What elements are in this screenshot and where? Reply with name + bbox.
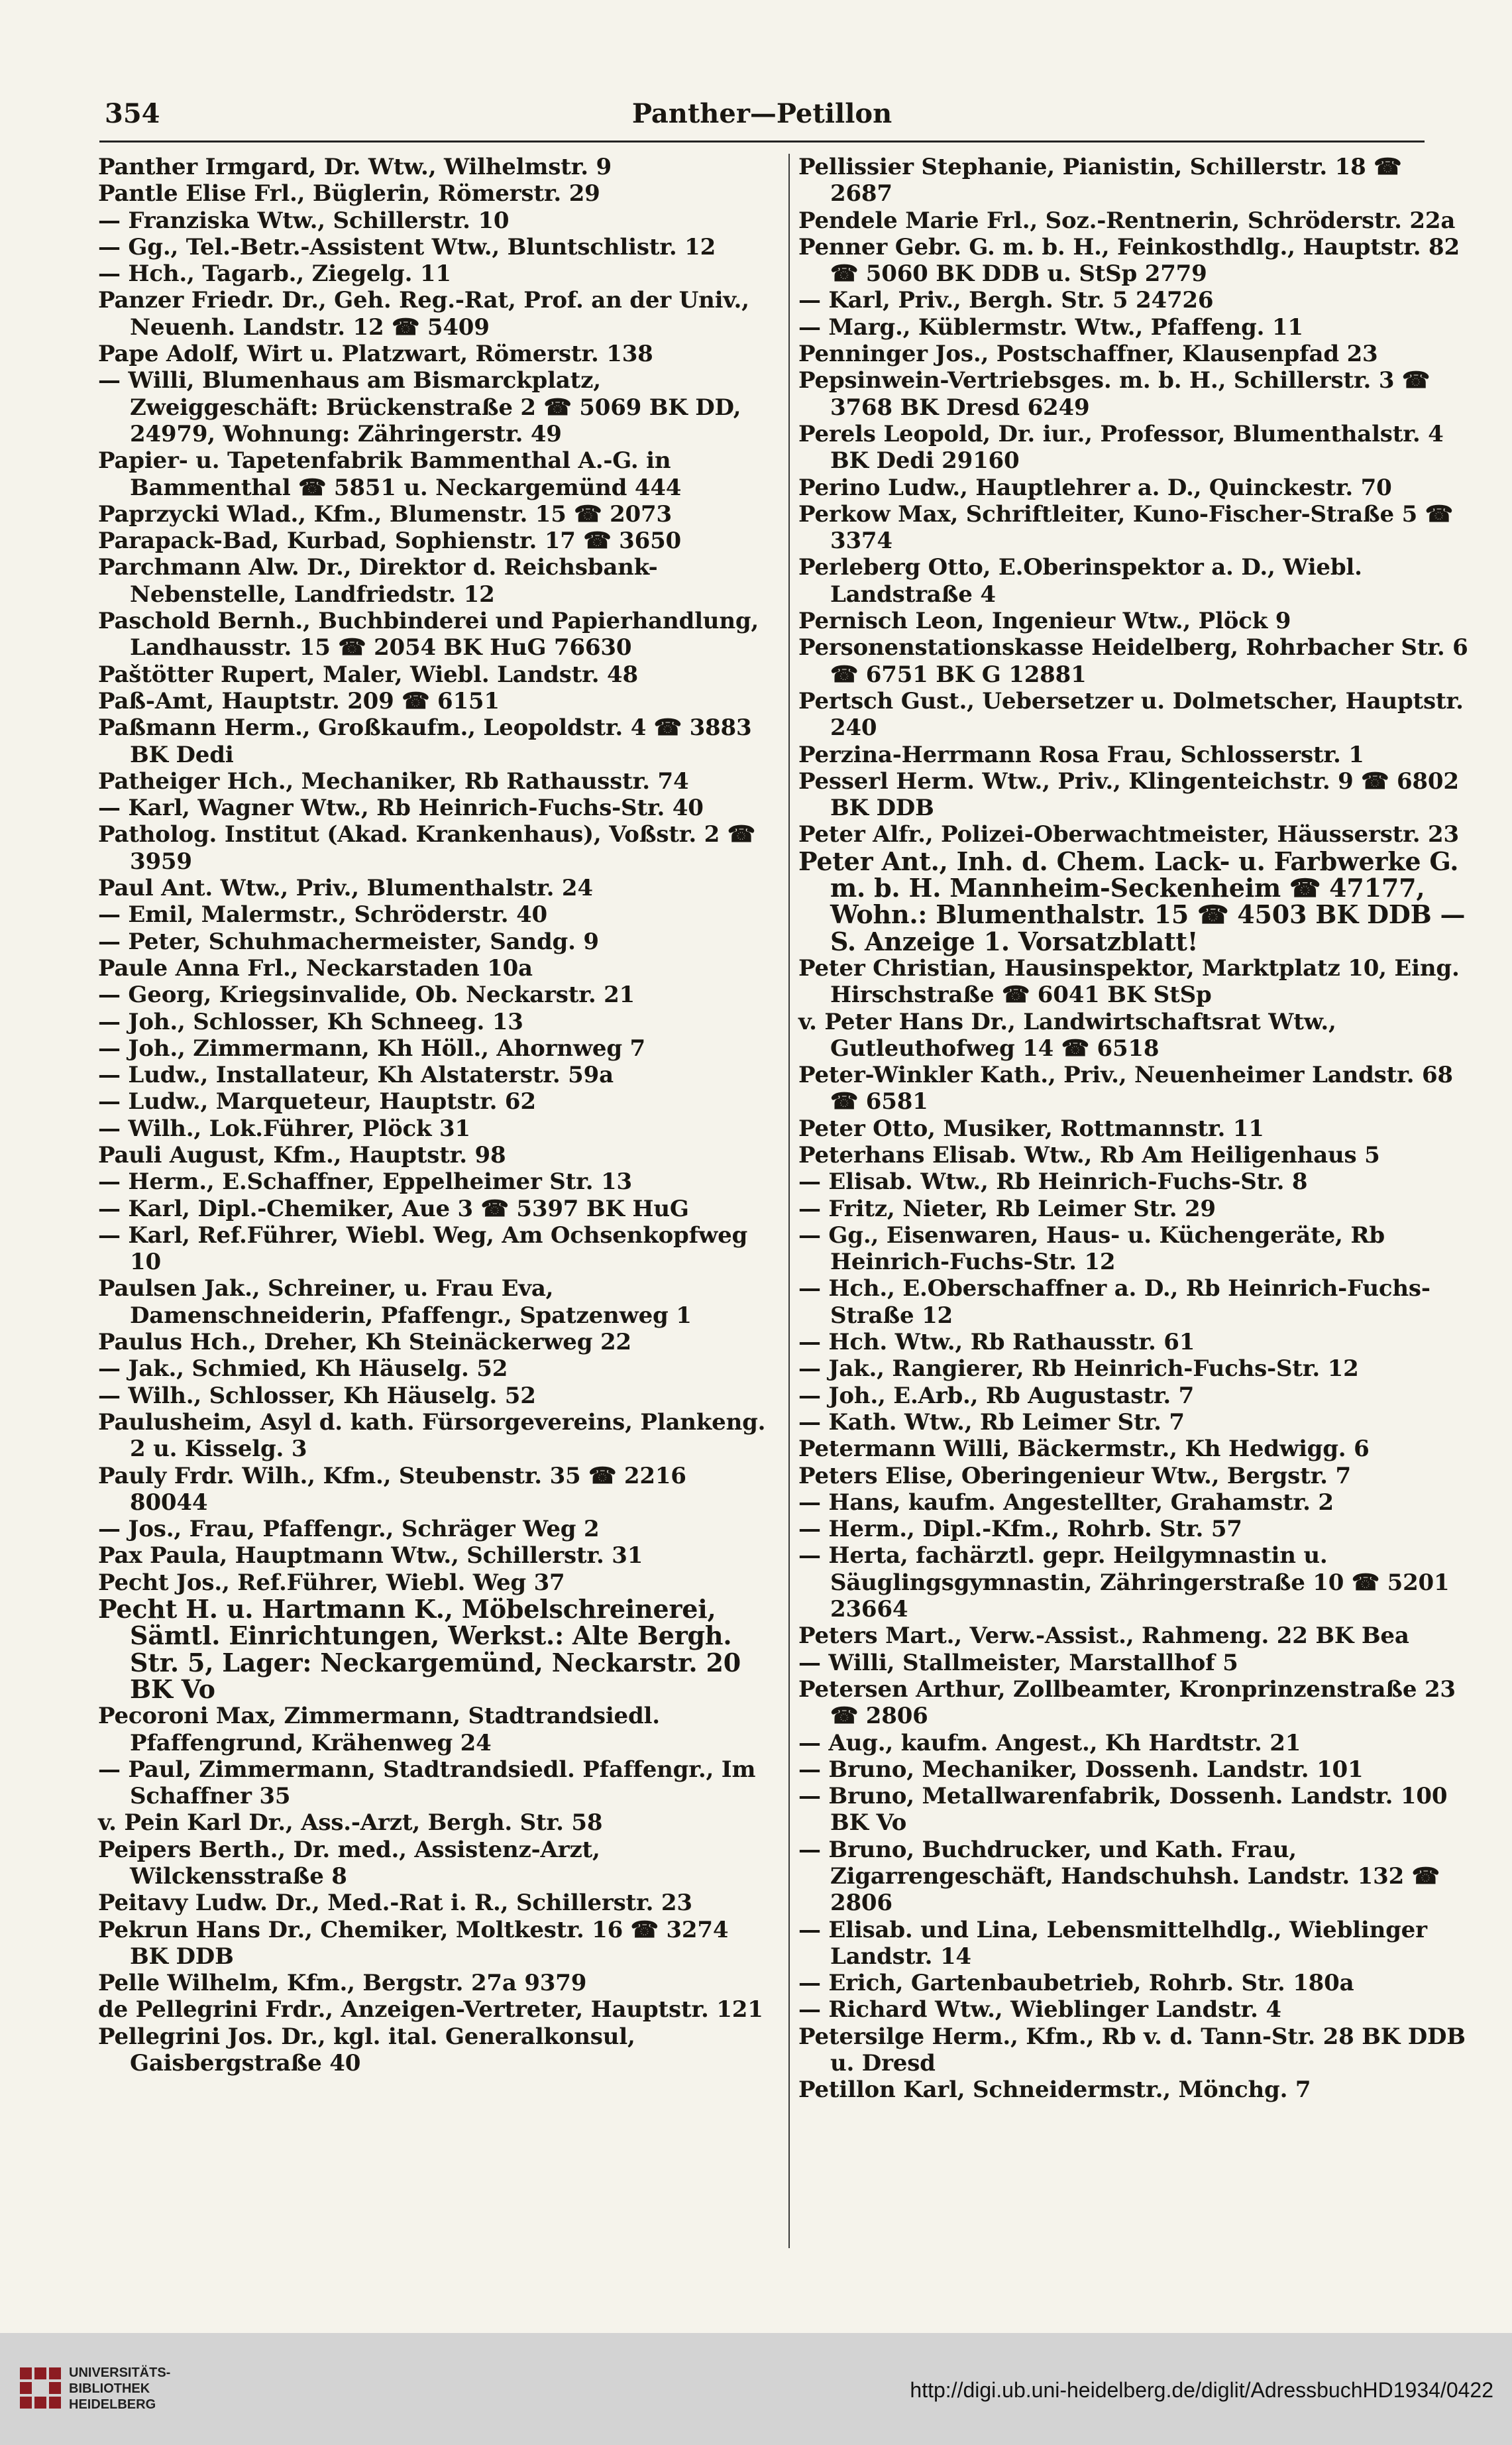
directory-entry: — Gg., Tel.-Betr.-Assistent Wtw., Bluntschlistr. 12: [98, 233, 716, 260]
directory-entry: — Emil, Malermstr., Schröderstr. 40: [98, 901, 547, 929]
directory-entry: — Karl, Dipl.-Chemiker, Aue 3 ☎ 5397 BK HuG: [98, 1195, 689, 1222]
directory-entry: Pertsch Gust., Uebersetzer u. Dolmetscher, Hauptstr. 240: [798, 687, 1464, 742]
directory-entry: Parapack-Bad, Kurbad, Sophienstr. 17 ☎ 3650: [98, 528, 681, 555]
directory-entry: Peter Otto, Musiker, Rottmannstr. 11: [798, 1115, 1264, 1142]
directory-entry: — Joh., Schlosser, Kh Schneeg. 13: [98, 1008, 523, 1035]
directory-entry: — Ludw., Marqueteur, Hauptstr. 62: [98, 1088, 536, 1115]
directory-entry: — Karl, Priv., Bergh. Str. 5 24726: [798, 287, 1214, 314]
directory-entry: Paulusheim, Asyl d. kath. Fürsorgevereins, Plankeng. 2 u. Kisselg. 3: [98, 1408, 766, 1463]
directory-entry: — Bruno, Metallwarenfabrik, Dossenh. Landstr. 100 BK Vo: [798, 1783, 1448, 1837]
university-library-logo-icon: [20, 2367, 61, 2409]
directory-entry: — Jak., Rangierer, Rb Heinrich-Fuchs-Str. 12: [798, 1355, 1359, 1383]
directory-entry: — Hch. Wtw., Rb Rathausstr. 61: [798, 1329, 1195, 1356]
directory-entry: Papier- u. Tapetenfabrik Bammenthal A.-G. in Bammenthal ☎ 5851 u. Neckargemünd 444: [98, 447, 682, 501]
source-url-link[interactable]: http://digi.ub.uni-heidelberg.de/diglit/AdressbuchHD1934/0422: [910, 2378, 1493, 2402]
directory-entry: Peitavy Ludw. Dr., Med.-Rat i. R., Schillerstr. 23: [98, 1890, 692, 1917]
directory-entry: — Aug., kaufm. Angest., Kh Hardtstr. 21: [798, 1729, 1301, 1756]
directory-entry: Paul Ant. Wtw., Priv., Blumenthalstr. 24: [98, 875, 593, 902]
directory-entry: — Peter, Schuhmachermeister, Sandg. 9: [98, 928, 599, 955]
directory-entry: — Kath. Wtw., Rb Leimer Str. 7: [798, 1408, 1185, 1436]
page-number: 354: [105, 98, 160, 129]
logo-line-3: HEIDELBERG: [69, 2397, 156, 2412]
directory-entry: Petersen Arthur, Zollbeamter, Kronprinzenstraße 23 ☎ 2806: [798, 1676, 1456, 1730]
directory-entry: v. Peter Hans Dr., Landwirtschaftsrat Wtw., Gutleuthofweg 14 ☎ 6518: [798, 1008, 1336, 1062]
page-header: [99, 98, 1425, 138]
directory-entry: — Joh., E.Arb., Rb Augustastr. 7: [798, 1382, 1195, 1409]
directory-entry: Pepsinwein-Vertriebsges. m. b. H., Schillerstr. 3 ☎ 3768 BK Dresd 6249: [798, 367, 1431, 421]
directory-entry: — Richard Wtw., Wieblinger Landstr. 4: [798, 1996, 1281, 2023]
directory-entry: — Jak., Schmied, Kh Häuselg. 52: [98, 1355, 508, 1383]
directory-entry: de Pellegrini Frdr., Anzeigen-Vertreter, Hauptstr. 121: [98, 1996, 763, 2023]
directory-entry: — Erich, Gartenbaubetrieb, Rohrb. Str. 180a: [798, 1970, 1354, 1997]
directory-entry: Paschold Bernh., Buchbinderei und Papierhandlung, Landhausstr. 15 ☎ 2054 BK HuG 76630: [98, 608, 759, 661]
directory-entry: — Herm., Dipl.-Kfm., Rohrb. Str. 57: [798, 1516, 1242, 1543]
library-logo-text: [69, 2365, 170, 2413]
directory-entry: Perleberg Otto, E.Oberinspektor a. D., Wiebl. Landstraße 4: [798, 554, 1362, 608]
directory-entry: Peters Elise, Oberingenieur Wtw., Bergstr. 7: [798, 1462, 1351, 1489]
directory-entry: Paulus Hch., Dreher, Kh Steinäckerweg 22: [98, 1329, 631, 1356]
directory-entry: Peipers Berth., Dr. med., Assistenz-Arzt, Wilckensstraße 8: [98, 1836, 600, 1890]
column-divider: [788, 154, 790, 2248]
logo-line-2: BIBLIOTHEK: [69, 2381, 150, 2396]
directory-entry: — Joh., Zimmermann, Kh Höll., Ahornweg 7: [98, 1035, 646, 1062]
directory-entry: Parchmann Alw. Dr., Direktor d. Reichsbank-Nebenstelle, Landfriedstr. 12: [98, 554, 658, 608]
directory-entry: Peter Alfr., Polizei-Oberwachtmeister, Häusserstr. 23: [798, 821, 1459, 848]
directory-entry: Perino Ludw., Hauptlehrer a. D., Quinckestr. 70: [798, 474, 1392, 501]
directory-entry: Panther Irmgard, Dr. Wtw., Wilhelmstr. 9: [98, 154, 612, 180]
directory-entry: — Georg, Kriegsinvalide, Ob. Neckarstr. 21: [98, 982, 635, 1009]
directory-entry: Pernisch Leon, Ingenieur Wtw., Plöck 9: [798, 608, 1291, 635]
directory-entry: Pendele Marie Frl., Soz.-Rentnerin, Schröderstr. 22a: [798, 207, 1456, 234]
directory-entry: Pantle Elise Frl., Büglerin, Römerstr. 29: [98, 180, 600, 207]
directory-entry: Paprzycki Wlad., Kfm., Blumenstr. 15 ☎ 2073: [98, 500, 672, 528]
directory-entry: v. Pein Karl Dr., Ass.-Arzt, Bergh. Str. 58: [98, 1809, 603, 1837]
directory-entry: — Karl, Ref.Führer, Wiebl. Weg, Am Ochsenkopfweg 10: [98, 1222, 748, 1276]
directory-entry: Pesserl Herm. Wtw., Priv., Klingenteichstr. 9 ☎ 6802 BK DDB: [798, 768, 1459, 822]
directory-entry: Pekrun Hans Dr., Chemiker, Moltkestr. 16 ☎ 3274 BK DDB: [98, 1916, 729, 1970]
running-head: Panther—Petillon: [631, 98, 892, 129]
directory-entry: Paule Anna Frl., Neckarstaden 10a: [98, 954, 533, 982]
directory-entry: — Gg., Eisenwaren, Haus- u. Küchengeräte, Rb Heinrich-Fuchs-Str. 12: [798, 1222, 1385, 1276]
directory-entry: — Fritz, Nieter, Rb Leimer Str. 29: [798, 1195, 1216, 1222]
directory-entry: Panzer Friedr. Dr., Geh. Reg.-Rat, Prof. an der Univ., Neuenh. Landstr. 12 ☎ 5409: [98, 287, 749, 341]
directory-entry: Penninger Jos., Postschaffner, Klausenpfad 23: [798, 341, 1378, 368]
directory-entry: — Ludw., Installateur, Kh Alstaterstr. 59a: [98, 1062, 614, 1089]
directory-entry: — Wilh., Schlosser, Kh Häuselg. 52: [98, 1382, 536, 1409]
directory-entry: Pauly Frdr. Wilh., Kfm., Steubenstr. 35 ☎ 2216 80044: [98, 1462, 686, 1516]
directory-entry: — Karl, Wagner Wtw., Rb Heinrich-Fuchs-Str. 40: [98, 795, 704, 822]
directory-entry: — Hch., E.Oberschaffner a. D., Rb Heinrich-Fuchs-Straße 12: [798, 1275, 1431, 1329]
directory-entry: — Willi, Blumenhaus am Bismarckplatz, Zweiggeschäft: Brückenstraße 2 ☎ 5069 BK DD, 24979, Wohnung: Zähringerstr. 49: [98, 367, 741, 447]
directory-entry: Pecht Jos., Ref.Führer, Wiebl. Weg 37: [98, 1569, 565, 1596]
directory-entry: Paßmann Herm., Großkaufm., Leopoldstr. 4 ☎ 3883 BK Dedi: [98, 714, 752, 768]
directory-entry: — Wilh., Lok.Führer, Plöck 31: [98, 1115, 470, 1142]
directory-entry: Penner Gebr. G. m. b. H., Feinkosthdlg., Hauptstr. 82 ☎ 5060 BK DDB u. StSp 2779: [798, 233, 1460, 288]
left-column: [98, 154, 771, 2076]
directory-entry: Pax Paula, Hauptmann Wtw., Schillerstr. 31: [98, 1542, 643, 1569]
logo-line-1: UNIVERSITÄTS-: [69, 2365, 171, 2380]
directory-entry: Pauli August, Kfm., Hauptstr. 98: [98, 1141, 506, 1168]
directory-entry: — Franziska Wtw., Schillerstr. 10: [98, 207, 510, 234]
directory-entry: — Hch., Tagarb., Ziegelg. 11: [98, 260, 451, 288]
directory-entry: Patholog. Institut (Akad. Krankenhaus), Voßstr. 2 ☎ 3959: [98, 821, 755, 875]
directory-entry: — Bruno, Mechaniker, Dossenh. Landstr. 101: [798, 1756, 1364, 1783]
right-column: [798, 154, 1471, 2104]
directory-entry: Peter-Winkler Kath., Priv., Neuenheimer Landstr. 68 ☎ 6581: [798, 1062, 1453, 1115]
directory-entry: Petersilge Herm., Kfm., Rb v. d. Tann-Str. 28 BK DDB u. Dresd: [798, 2023, 1466, 2077]
directory-entry: Patheiger Hch., Mechaniker, Rb Rathausstr. 74: [98, 768, 689, 795]
directory-entry: Peterhans Elisab. Wtw., Rb Am Heiligenhaus 5: [798, 1141, 1380, 1168]
directory-entry: Paß-Amt, Hauptstr. 209 ☎ 6151: [98, 687, 500, 714]
directory-entry: — Elisab. und Lina, Lebensmittelhdlg., Wieblinger Landstr. 14: [798, 1916, 1427, 1970]
directory-entry: Petermann Willi, Bäckermstr., Kh Hedwigg. 6: [798, 1436, 1370, 1463]
directory-entry: — Bruno, Buchdrucker, und Kath. Frau, Zigarrengeschäft, Handschuhsh. Landstr. 132 ☎ 2806: [798, 1836, 1440, 1917]
directory-entry: Pecht H. u. Hartmann K., Möbelschreinerei, Sämtl. Einrichtungen, Werkst.: Alte Bergh. Str. 5, Lager: Neckargemünd, Neckarstr. 20 BK Vo: [98, 1594, 741, 1704]
directory-entry: — Willi, Stallmeister, Marstallhof 5: [798, 1649, 1238, 1676]
directory-entry: Perzina-Herrmann Rosa Frau, Schlosserstr. 1: [798, 741, 1364, 768]
directory-entry: Perels Leopold, Dr. iur., Professor, Blumenthalstr. 4 BK Dedi 29160: [798, 420, 1444, 475]
directory-entry: Petillon Karl, Schneidermstr., Mönchg. 7: [798, 2076, 1311, 2104]
directory-entry: Peter Ant., Inh. d. Chem. Lack- u. Farbwerke G. m. b. H. Mannheim-Seckenheim ☎ 47177, Wohn.: Blumenthalstr. 15 ☎ 4503 BK DDB — S. Anzeige 1. Vorsatzblatt!: [798, 846, 1466, 956]
directory-entry: Pellegrini Jos. Dr., kgl. ital. Generalkonsul, Gaisbergstraße 40: [98, 2023, 635, 2077]
directory-entry: — Jos., Frau, Pfaffengr., Schräger Weg 2: [98, 1516, 600, 1543]
directory-entry: — Elisab. Wtw., Rb Heinrich-Fuchs-Str. 8: [798, 1168, 1308, 1196]
directory-entry: — Herm., E.Schaffner, Eppelheimer Str. 13: [98, 1168, 632, 1196]
directory-entry: — Hans, kaufm. Angestellter, Grahamstr. 2: [798, 1489, 1334, 1516]
directory-entry: Peters Mart., Verw.-Assist., Rahmeng. 22 BK Bea: [798, 1622, 1409, 1650]
directory-entry: Paulsen Jak., Schreiner, u. Frau Eva, Damenschneiderin, Pfaffengr., Spatzenweg 1: [98, 1275, 692, 1329]
directory-entry: Pellissier Stephanie, Pianistin, Schillerstr. 18 ☎ 2687: [798, 154, 1402, 207]
directory-entry: Paštötter Rupert, Maler, Wiebl. Landstr. 48: [98, 661, 638, 688]
directory-entry: Peter Christian, Hausinspektor, Marktplatz 10, Eing. Hirschstraße ☎ 6041 BK StSp: [798, 954, 1460, 1009]
directory-entry: Pape Adolf, Wirt u. Platzwart, Römerstr. 138: [98, 341, 653, 368]
header-rule: [99, 141, 1425, 142]
directory-entry: Pelle Wilhelm, Kfm., Bergstr. 27a 9379: [98, 1970, 587, 1997]
directory-entry: — Marg., Küblermstr. Wtw., Pfaffeng. 11: [798, 313, 1303, 341]
directory-entry: Pecoroni Max, Zimmermann, Stadtrandsiedl. Pfaffengrund, Krähenweg 24: [98, 1703, 660, 1756]
directory-entry: Perkow Max, Schriftleiter, Kuno-Fischer-Straße 5 ☎ 3374: [798, 500, 1453, 555]
directory-entry: — Herta, fachärztl. gepr. Heilgymnastin u. Säuglingsgymnastin, Zähringerstraße 10 ☎ 5201 23664: [798, 1542, 1450, 1623]
directory-entry: — Paul, Zimmermann, Stadtrandsiedl. Pfaffengr., Im Schaffner 35: [98, 1756, 756, 1810]
footer-bar: [0, 2333, 1512, 2445]
directory-entry: Personenstationskasse Heidelberg, Rohrbacher Str. 6 ☎ 6751 BK G 12881: [798, 634, 1468, 688]
